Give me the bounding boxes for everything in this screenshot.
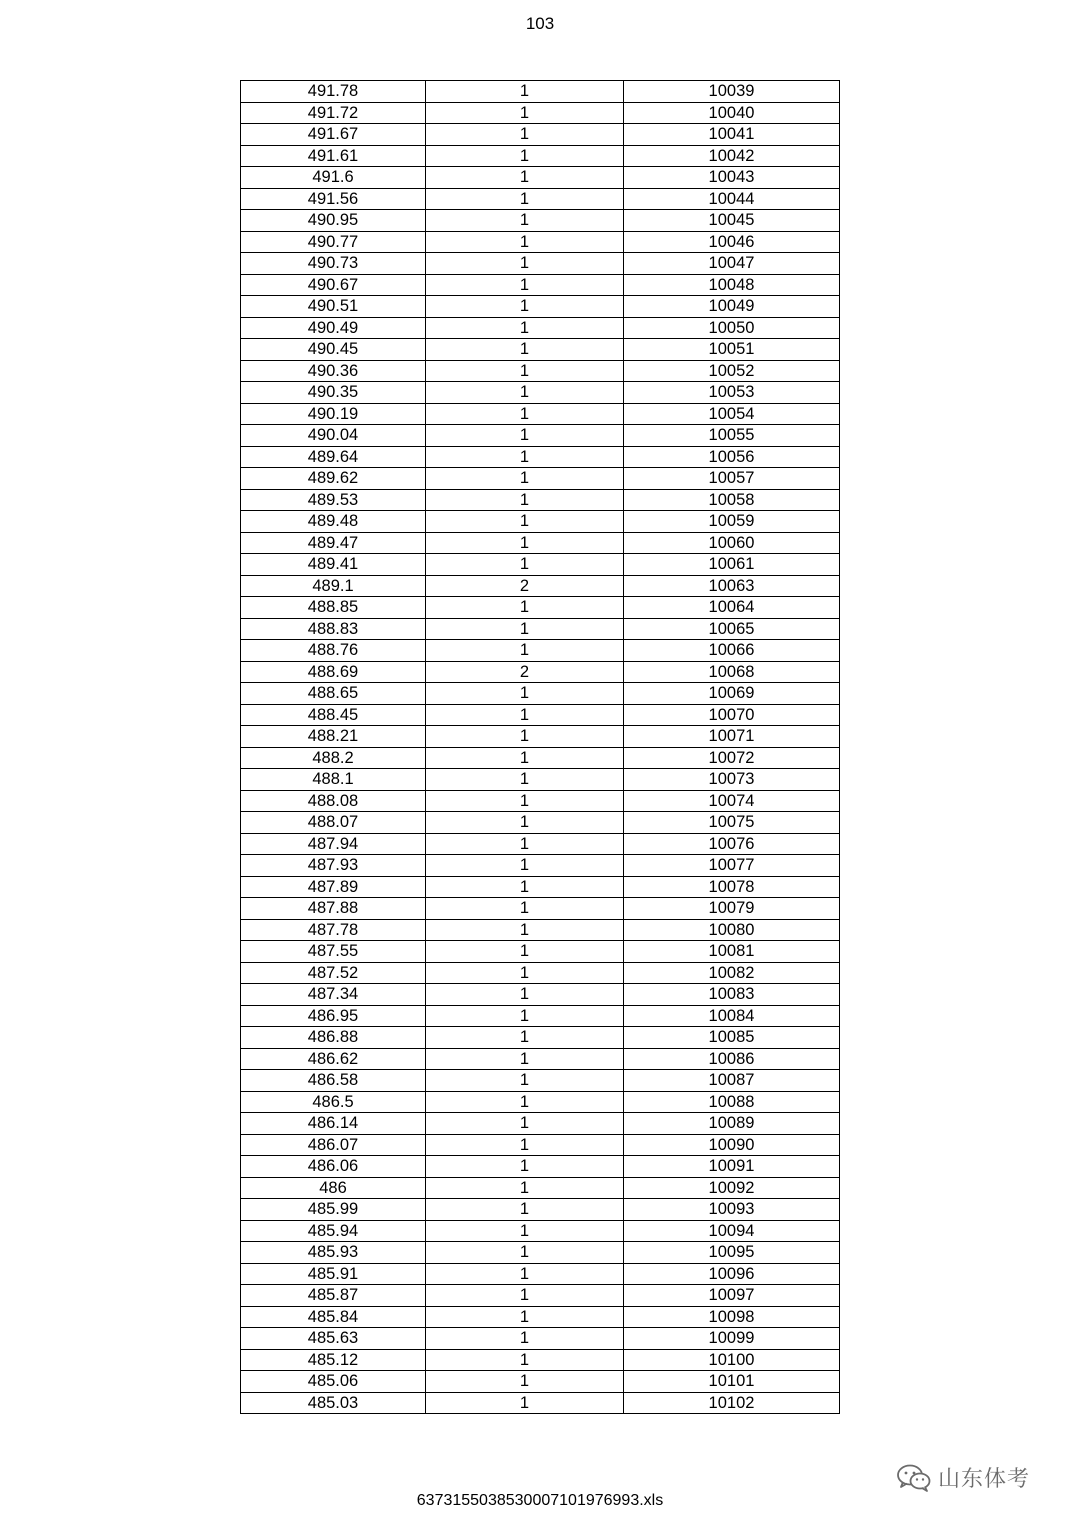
count-cell: 1 — [426, 81, 624, 103]
count-cell: 1 — [426, 1220, 624, 1242]
score-cell: 486.62 — [241, 1048, 426, 1070]
cumulative-cell: 10058 — [624, 489, 840, 511]
score-cell: 488.21 — [241, 726, 426, 748]
count-cell: 1 — [426, 597, 624, 619]
score-cell: 486.5 — [241, 1091, 426, 1113]
score-cell: 489.48 — [241, 511, 426, 533]
score-table — [240, 80, 840, 1414]
table-row — [241, 1392, 840, 1414]
table-row — [241, 1349, 840, 1371]
table-row — [241, 231, 840, 253]
cumulative-cell: 10082 — [624, 962, 840, 984]
cumulative-cell: 10041 — [624, 124, 840, 146]
table-row — [241, 425, 840, 447]
table-row — [241, 317, 840, 339]
cumulative-cell: 10098 — [624, 1306, 840, 1328]
score-cell: 490.35 — [241, 382, 426, 404]
cumulative-cell: 10057 — [624, 468, 840, 490]
score-cell: 490.73 — [241, 253, 426, 275]
table-row — [241, 812, 840, 834]
cumulative-cell: 10047 — [624, 253, 840, 275]
score-cell: 488.2 — [241, 747, 426, 769]
score-cell: 489.64 — [241, 446, 426, 468]
score-cell: 485.87 — [241, 1285, 426, 1307]
cumulative-cell: 10070 — [624, 704, 840, 726]
count-cell: 1 — [426, 726, 624, 748]
count-cell: 1 — [426, 1199, 624, 1221]
score-cell: 488.83 — [241, 618, 426, 640]
score-cell: 491.72 — [241, 102, 426, 124]
score-cell: 490.95 — [241, 210, 426, 232]
cumulative-cell: 10083 — [624, 984, 840, 1006]
score-cell: 488.45 — [241, 704, 426, 726]
cumulative-cell: 10076 — [624, 833, 840, 855]
cumulative-cell: 10072 — [624, 747, 840, 769]
cumulative-cell: 10081 — [624, 941, 840, 963]
cumulative-cell: 10092 — [624, 1177, 840, 1199]
count-cell: 1 — [426, 124, 624, 146]
cumulative-cell: 10059 — [624, 511, 840, 533]
table-row — [241, 81, 840, 103]
watermark-text: 山东体考 — [938, 1467, 1031, 1492]
table-row — [241, 984, 840, 1006]
table-row — [241, 876, 840, 898]
cumulative-cell: 10056 — [624, 446, 840, 468]
score-cell: 486.07 — [241, 1134, 426, 1156]
table-row — [241, 1199, 840, 1221]
count-cell: 1 — [426, 1048, 624, 1070]
count-cell: 1 — [426, 253, 624, 275]
score-cell: 485.06 — [241, 1371, 426, 1393]
cumulative-cell: 10040 — [624, 102, 840, 124]
cumulative-cell: 10088 — [624, 1091, 840, 1113]
score-cell: 487.78 — [241, 919, 426, 941]
table-body — [241, 81, 840, 1414]
cumulative-cell: 10097 — [624, 1285, 840, 1307]
cumulative-cell: 10053 — [624, 382, 840, 404]
count-cell: 1 — [426, 1242, 624, 1264]
count-cell: 1 — [426, 1371, 624, 1393]
count-cell: 1 — [426, 876, 624, 898]
cumulative-cell: 10090 — [624, 1134, 840, 1156]
table-row — [241, 1220, 840, 1242]
cumulative-cell: 10065 — [624, 618, 840, 640]
count-cell: 1 — [426, 339, 624, 361]
score-cell: 488.65 — [241, 683, 426, 705]
score-cell: 488.08 — [241, 790, 426, 812]
count-cell: 1 — [426, 468, 624, 490]
cumulative-cell: 10094 — [624, 1220, 840, 1242]
table-row — [241, 618, 840, 640]
score-cell: 490.45 — [241, 339, 426, 361]
table-row — [241, 1371, 840, 1393]
table-row — [241, 683, 840, 705]
score-cell: 487.55 — [241, 941, 426, 963]
table-row — [241, 296, 840, 318]
table-row — [241, 124, 840, 146]
table-row — [241, 210, 840, 232]
count-cell: 1 — [426, 640, 624, 662]
cumulative-cell: 10060 — [624, 532, 840, 554]
table-row — [241, 1048, 840, 1070]
table-row — [241, 1156, 840, 1178]
cumulative-cell: 10078 — [624, 876, 840, 898]
count-cell: 1 — [426, 683, 624, 705]
score-cell: 485.99 — [241, 1199, 426, 1221]
score-cell: 490.51 — [241, 296, 426, 318]
table-row — [241, 1263, 840, 1285]
cumulative-cell: 10101 — [624, 1371, 840, 1393]
table-row — [241, 339, 840, 361]
score-cell: 485.93 — [241, 1242, 426, 1264]
cumulative-cell: 10042 — [624, 145, 840, 167]
score-cell: 486.14 — [241, 1113, 426, 1135]
count-cell: 1 — [426, 1177, 624, 1199]
count-cell: 1 — [426, 317, 624, 339]
count-cell: 1 — [426, 962, 624, 984]
cumulative-cell: 10087 — [624, 1070, 840, 1092]
score-cell: 490.19 — [241, 403, 426, 425]
count-cell: 1 — [426, 1156, 624, 1178]
count-cell: 1 — [426, 898, 624, 920]
table-row — [241, 919, 840, 941]
score-cell: 485.12 — [241, 1349, 426, 1371]
count-cell: 1 — [426, 1027, 624, 1049]
count-cell: 1 — [426, 1070, 624, 1092]
cumulative-cell: 10050 — [624, 317, 840, 339]
cumulative-cell: 10091 — [624, 1156, 840, 1178]
table-row — [241, 661, 840, 683]
cumulative-cell: 10043 — [624, 167, 840, 189]
count-cell: 1 — [426, 188, 624, 210]
count-cell: 1 — [426, 489, 624, 511]
count-cell: 1 — [426, 167, 624, 189]
table-row — [241, 446, 840, 468]
score-cell: 487.88 — [241, 898, 426, 920]
score-cell: 487.93 — [241, 855, 426, 877]
count-cell: 1 — [426, 1113, 624, 1135]
count-cell: 1 — [426, 812, 624, 834]
score-cell: 486.88 — [241, 1027, 426, 1049]
count-cell: 1 — [426, 274, 624, 296]
count-cell: 1 — [426, 1263, 624, 1285]
table-row — [241, 941, 840, 963]
wechat-icon — [896, 1463, 932, 1493]
count-cell: 1 — [426, 1306, 624, 1328]
count-cell: 1 — [426, 296, 624, 318]
cumulative-cell: 10063 — [624, 575, 840, 597]
score-cell: 488.85 — [241, 597, 426, 619]
table-row — [241, 747, 840, 769]
cumulative-cell: 10051 — [624, 339, 840, 361]
cumulative-cell: 10073 — [624, 769, 840, 791]
cumulative-cell: 10054 — [624, 403, 840, 425]
count-cell: 1 — [426, 747, 624, 769]
count-cell: 1 — [426, 941, 624, 963]
table-row — [241, 1005, 840, 1027]
table-row — [241, 1242, 840, 1264]
count-cell: 1 — [426, 554, 624, 576]
watermark — [896, 1462, 1030, 1493]
score-cell: 491.6 — [241, 167, 426, 189]
count-cell: 1 — [426, 511, 624, 533]
count-cell: 1 — [426, 769, 624, 791]
score-cell: 485.94 — [241, 1220, 426, 1242]
table-row — [241, 640, 840, 662]
table-row — [241, 403, 840, 425]
cumulative-cell: 10044 — [624, 188, 840, 210]
score-cell: 490.04 — [241, 425, 426, 447]
score-cell: 489.1 — [241, 575, 426, 597]
score-cell: 485.84 — [241, 1306, 426, 1328]
table-row — [241, 274, 840, 296]
cumulative-cell: 10093 — [624, 1199, 840, 1221]
table-row — [241, 962, 840, 984]
count-cell: 1 — [426, 403, 624, 425]
cumulative-cell: 10102 — [624, 1392, 840, 1414]
score-cell: 491.56 — [241, 188, 426, 210]
score-cell: 490.67 — [241, 274, 426, 296]
cumulative-cell: 10077 — [624, 855, 840, 877]
score-cell: 490.77 — [241, 231, 426, 253]
score-cell: 488.07 — [241, 812, 426, 834]
table-row — [241, 1134, 840, 1156]
cumulative-cell: 10074 — [624, 790, 840, 812]
score-cell: 489.62 — [241, 468, 426, 490]
score-cell: 485.03 — [241, 1392, 426, 1414]
count-cell: 1 — [426, 855, 624, 877]
count-cell: 1 — [426, 1349, 624, 1371]
cumulative-cell: 10061 — [624, 554, 840, 576]
score-cell: 485.91 — [241, 1263, 426, 1285]
score-cell: 491.67 — [241, 124, 426, 146]
count-cell: 1 — [426, 532, 624, 554]
count-cell: 2 — [426, 575, 624, 597]
cumulative-cell: 10084 — [624, 1005, 840, 1027]
count-cell: 1 — [426, 360, 624, 382]
count-cell: 1 — [426, 704, 624, 726]
table-row — [241, 1177, 840, 1199]
cumulative-cell: 10089 — [624, 1113, 840, 1135]
count-cell: 1 — [426, 1285, 624, 1307]
score-cell: 487.89 — [241, 876, 426, 898]
cumulative-cell: 10048 — [624, 274, 840, 296]
cumulative-cell: 10099 — [624, 1328, 840, 1350]
table-row — [241, 360, 840, 382]
count-cell: 1 — [426, 1091, 624, 1113]
table-row — [241, 833, 840, 855]
table-row — [241, 382, 840, 404]
count-cell: 1 — [426, 231, 624, 253]
score-cell: 489.41 — [241, 554, 426, 576]
score-cell: 488.69 — [241, 661, 426, 683]
footer-filename: 6373155038530007101976993.xls — [416, 1492, 664, 1509]
table-row — [241, 554, 840, 576]
score-cell: 486 — [241, 1177, 426, 1199]
table-row — [241, 790, 840, 812]
count-cell: 1 — [426, 919, 624, 941]
table-row — [241, 1285, 840, 1307]
score-cell: 490.36 — [241, 360, 426, 382]
cumulative-cell: 10080 — [624, 919, 840, 941]
table-row — [241, 597, 840, 619]
count-cell: 1 — [426, 210, 624, 232]
score-cell: 487.52 — [241, 962, 426, 984]
cumulative-cell: 10055 — [624, 425, 840, 447]
table-row — [241, 468, 840, 490]
score-cell: 491.78 — [241, 81, 426, 103]
cumulative-cell: 10066 — [624, 640, 840, 662]
count-cell: 1 — [426, 425, 624, 447]
score-cell: 486.95 — [241, 1005, 426, 1027]
table-row — [241, 167, 840, 189]
cumulative-cell: 10075 — [624, 812, 840, 834]
table-row — [241, 489, 840, 511]
count-cell: 1 — [426, 102, 624, 124]
cumulative-cell: 10052 — [624, 360, 840, 382]
count-cell: 1 — [426, 790, 624, 812]
table-row — [241, 1027, 840, 1049]
cumulative-cell: 10045 — [624, 210, 840, 232]
cumulative-cell: 10046 — [624, 231, 840, 253]
count-cell: 1 — [426, 446, 624, 468]
table-row — [241, 1113, 840, 1135]
table-row — [241, 145, 840, 167]
count-cell: 2 — [426, 661, 624, 683]
count-cell: 1 — [426, 1134, 624, 1156]
table-row — [241, 1306, 840, 1328]
table-row — [241, 1091, 840, 1113]
cumulative-cell: 10086 — [624, 1048, 840, 1070]
cumulative-cell: 10079 — [624, 898, 840, 920]
cumulative-cell: 10095 — [624, 1242, 840, 1264]
cumulative-cell: 10039 — [624, 81, 840, 103]
page-number: 103 — [525, 14, 555, 33]
count-cell: 1 — [426, 833, 624, 855]
count-cell: 1 — [426, 1392, 624, 1414]
table-row — [241, 1070, 840, 1092]
score-cell: 488.1 — [241, 769, 426, 791]
score-cell: 487.94 — [241, 833, 426, 855]
cumulative-cell: 10068 — [624, 661, 840, 683]
score-cell: 489.53 — [241, 489, 426, 511]
table-row — [241, 188, 840, 210]
count-cell: 1 — [426, 618, 624, 640]
cumulative-cell: 10069 — [624, 683, 840, 705]
count-cell: 1 — [426, 145, 624, 167]
score-cell: 486.58 — [241, 1070, 426, 1092]
cumulative-cell: 10064 — [624, 597, 840, 619]
table-row — [241, 704, 840, 726]
count-cell: 1 — [426, 1328, 624, 1350]
score-cell: 487.34 — [241, 984, 426, 1006]
table-row — [241, 1328, 840, 1350]
count-cell: 1 — [426, 984, 624, 1006]
count-cell: 1 — [426, 382, 624, 404]
cumulative-cell: 10085 — [624, 1027, 840, 1049]
table-row — [241, 769, 840, 791]
table-row — [241, 855, 840, 877]
table-row — [241, 253, 840, 275]
cumulative-cell: 10049 — [624, 296, 840, 318]
score-cell: 486.06 — [241, 1156, 426, 1178]
cumulative-cell: 10100 — [624, 1349, 840, 1371]
count-cell: 1 — [426, 1005, 624, 1027]
cumulative-cell: 10096 — [624, 1263, 840, 1285]
score-cell: 489.47 — [241, 532, 426, 554]
table-row — [241, 726, 840, 748]
table-row — [241, 511, 840, 533]
score-cell: 485.63 — [241, 1328, 426, 1350]
score-cell: 490.49 — [241, 317, 426, 339]
table-row — [241, 532, 840, 554]
score-cell: 488.76 — [241, 640, 426, 662]
cumulative-cell: 10071 — [624, 726, 840, 748]
score-cell: 491.61 — [241, 145, 426, 167]
table-row — [241, 898, 840, 920]
table-row — [241, 102, 840, 124]
table-row — [241, 575, 840, 597]
